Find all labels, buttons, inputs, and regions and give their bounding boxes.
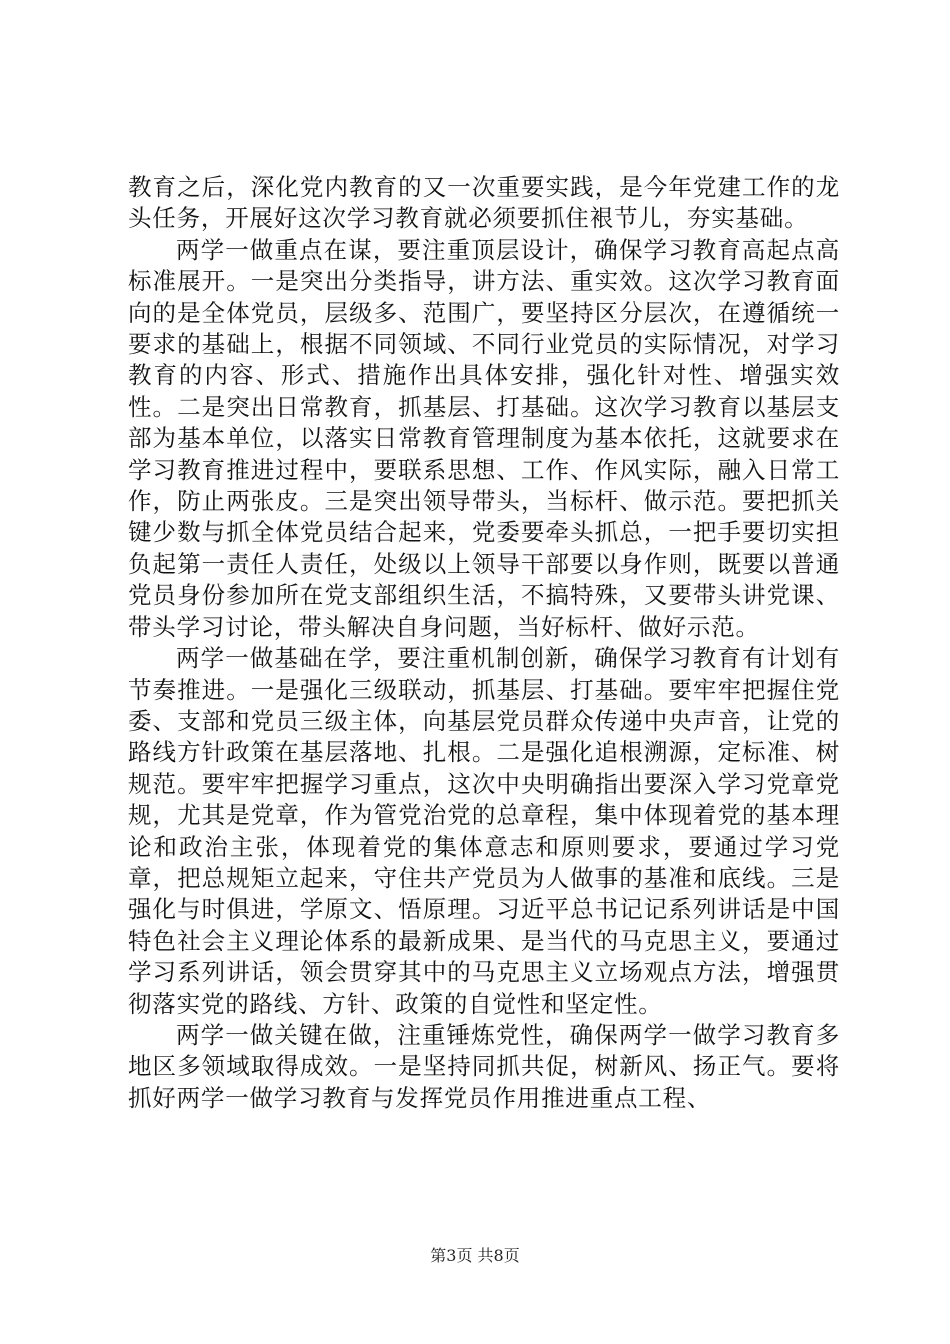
paragraph-planning: 两学一做重点在谋，要注重顶层设计，确保学习教育高起点高标准展开。一是突出分类指导，讲方法、重实效。这次学习教育面向的是全体党员，层级多、范围广，要坚持区分层次，在遵循统一要求的基础上，根据不同领域、不同行业党员的实际情况，对学习教育的内容、形式、措施作出具体安排，强化针对性、增强实效性。二是突出日常教育，抓基层、打基础。这次学习教育以基层支部为基本单位，以落实日常教育管理制度为基本依托，这就要求在学习教育推进过程中，要联系思想、工作、作风实际，融入日常工作，防止两张皮。三是突出领导带头，当标杆、做示范。要把抓关键少数与抓全体党员结合起来，党委要牵头抓总，一把手要切实担负起第一责任人责任，处级以上领导干部要以身作则，既要以普通党员身份参加所在党支部组织生活，不搞特殊，又要带头讲党课、带头学习讨论，带头解决自身问题，当好标杆、做好示范。 <box>128 235 840 641</box>
paragraph-continuation: 教育之后，深化党内教育的又一次重要实践，是今年党建工作的龙头任务，开展好这次学习教育就必须要抓住裉节儿，夯实基础。 <box>128 173 840 233</box>
document-body <box>128 172 840 1114</box>
paragraph-doing: 两学一做关键在做，注重锤炼党性，确保两学一做学习教育多地区多领域取得成效。一是坚持同抓共促，树新风、扬正气。要将抓好两学一做学习教育与发挥党员作用推进重点工程、 <box>128 1020 840 1112</box>
page-number-footer: 第3页 共8页 <box>430 1246 520 1265</box>
paragraph-learning: 两学一做基础在学，要注重机制创新，确保学习教育有计划有节奏推进。一是强化三级联动，抓基层、打基础。要牢牢把握住党委、支部和党员三级主体，向基层党员群众传递中央声音，让党的路线方针政策在基层落地、扎根。二是强化追根溯源，定标准、树规范。要牢牢把握学习重点，这次中央明确指出要深入学习党章党规，尤其是党章，作为管党治党的总章程，集中体现着党的基本理论和政治主张，体现着党的集体意志和原则要求，要通过学习党章，把总规矩立起来，守住共产党员为人做事的基准和底线。三是强化与时俱进，学原文、悟原理。习近平总书记记系列讲话是中国特色社会主义理论体系的最新成果、是当代的马克思主义，要通过学习系列讲话，领会贯穿其中的马克思主义立场观点方法，增强贯彻落实党的路线、方针、政策的自觉性和坚定性。 <box>128 644 840 1018</box>
